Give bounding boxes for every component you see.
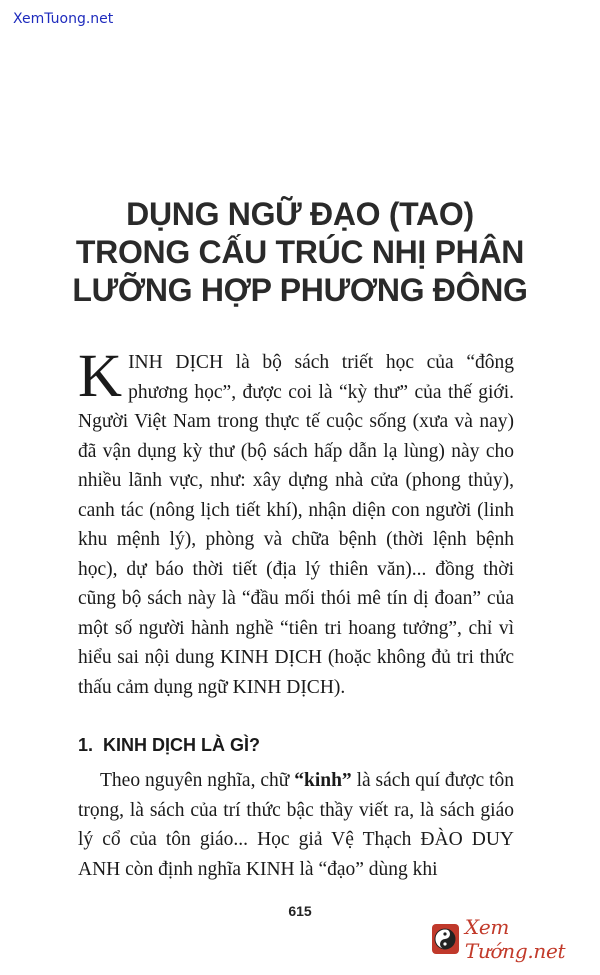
title-line: LƯỠNG HỢP PHƯƠNG ĐÔNG: [72, 272, 528, 308]
drop-cap: K: [78, 343, 123, 410]
page-number: 615: [288, 903, 312, 919]
chapter-title: [0, 195, 600, 309]
intro-paragraph: [78, 343, 514, 702]
paragraph-text-start: Theo nguyên nghĩa, chữ: [100, 770, 295, 791]
yin-yang-icon: [432, 924, 459, 954]
section-number: 1.: [78, 735, 94, 755]
title-line: TRONG CẤU TRÚC NHỊ PHÂN: [75, 234, 525, 270]
section-heading: [78, 735, 260, 756]
paragraph-text-end: là sách quí được tôn trọng, là sách của trí thức bậc thầy viết ra, là sách giáo lý cổ của tôn giáo... Học giả Vệ Thạch ĐÀO DUY ANH còn định nghĩa KINH là “đạo” dùng khi: [78, 770, 515, 880]
logo-text: Xem Tướng.net: [464, 915, 566, 963]
title-line: DỤNG NGỮ ĐẠO (TAO): [126, 196, 474, 232]
paragraph-bold-term: “kinh”: [294, 770, 352, 791]
intro-paragraph-text: INH DỊCH là bộ sách triết học của “đông phương học”, được coi là “kỳ thư” của thế giới. Người Việt Nam trong thực tế cuộc sống (xưa và nay) đã vận dụng kỳ thư (bộ sách hấp dẫn lạ lùng) này cho nhiều lãnh vực, như: xây dựng nhà cửa (phong thủy), canh tác (nông lịch tiết khí), nhận diện con người (linh khu mệnh lý), phòng và chữa bệnh (thời lệnh bệnh học), dự báo thời tiết (địa lý thiên văn)... đồng thời cũng bộ sách này là “đầu mối thói mê tín dị đoan” của một số người hành nghề “tiên tri hoang tưởng”, chỉ vì hiểu sai nội dung KINH DỊCH (hoặc không đủ tri thức thấu cảm dụng ngữ KINH DỊCH).: [78, 352, 514, 698]
site-watermark: XemTuong.net: [13, 11, 114, 27]
footer-logo: [432, 915, 600, 963]
section-paragraph: [78, 766, 514, 884]
section-title: KINH DỊCH LÀ GÌ?: [103, 735, 261, 755]
